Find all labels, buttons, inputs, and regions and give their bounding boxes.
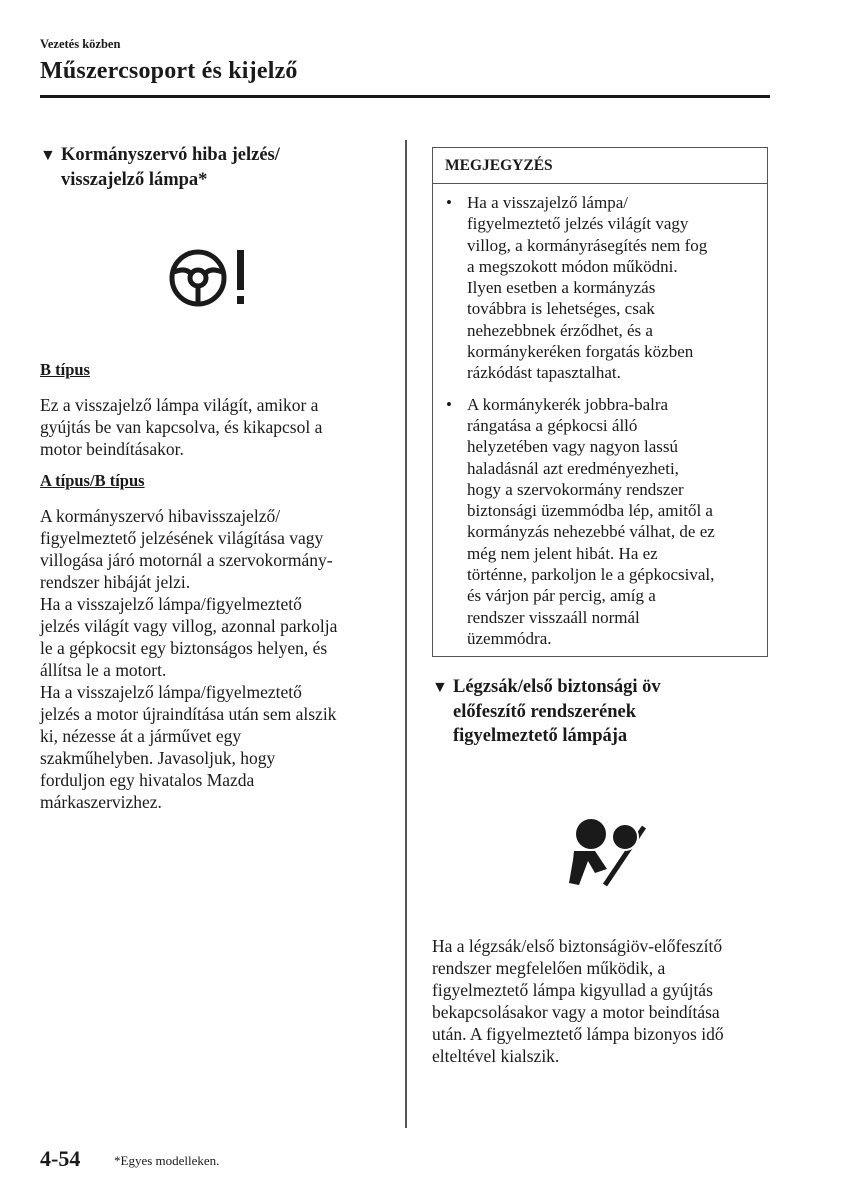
bullet-icon: • [446,394,452,414]
note-item [433,394,767,650]
subhead-b-type: B típus [40,360,90,379]
text-line: rendszer hibáját jelzi. [40,572,191,592]
text-line: ki, nézesse át a járművet egy [40,726,242,746]
text-line: márkaszervizhez. [40,792,162,812]
text-line: Ha a visszajelző lámpa/figyelmeztető [40,682,302,702]
text-line: helyzetében vagy nagyon lassú [467,437,679,457]
text-line: gyújtás be van kapcsolva, és kikapcsol a [40,417,323,437]
heading-line: figyelmeztető lámpája [453,726,628,746]
text-line: rángatása a gépkocsi álló [467,415,638,435]
page-title: Műszercsoport és kijelző [40,58,298,84]
bullet-icon: • [446,193,452,212]
title-rule [40,95,770,98]
text-line: Ha a visszajelző lámpa/ [467,193,628,212]
text-line: rendszer megfelelően működik, a [432,958,666,978]
text-line: szakműhelyben. Javasoljuk, hogy [40,748,276,768]
text-line: és várjon pár percig, amíg a [467,586,656,606]
heading-line: előfeszítő rendszerének [453,702,637,722]
column-divider [405,140,407,1128]
text-line: figyelmeztető jelzés világít vagy [467,214,689,234]
text-line: motor beindításakor. [40,439,184,459]
section-label: Vezetés közben [40,37,121,51]
text-line: hogy a szervokormány rendszer [467,479,684,499]
note-item [433,192,767,384]
text-line: villog, a kormányrásegítés nem fog [467,235,708,255]
text-line: kormánykeréken forgatás közben [467,342,694,362]
text-line: Ilyen esetben a kormányzás [467,278,656,298]
heading-line: visszajelző lámpa* [61,170,208,190]
text-line: nehezebbnek érződhet, és a [467,320,653,340]
heading-triangle-icon: ▼ [432,679,448,696]
text-line: kormányzás nehezebbé válhat, de ez [467,522,715,542]
airbag-text [432,935,724,1067]
airbag-warning-heading [432,675,661,748]
text-line: jelzés a motor újraindítása után sem alszik [40,704,337,724]
steering-wheel-warning-icon [166,245,252,309]
page-number: 4-54 [40,1146,81,1171]
text-b-type [40,394,322,460]
note-box [432,147,768,657]
text-line: Ha a visszajelző lámpa/figyelmeztető [40,594,302,614]
text-ab-type [40,505,337,813]
text-line: le a gépkocsit egy biztonságos helyen, és [40,638,328,658]
airbag-warning-icon [565,815,649,887]
text-line: figyelmeztető jelzésének világítása vagy [40,528,324,548]
text-line: figyelmeztető lámpa kigyullad a gyújtás [432,980,713,1000]
text-line: bekapcsolásakor vagy a motor beindítása [432,1002,720,1022]
heading-line: Légzsák/első biztonsági öv [453,677,661,697]
text-line: rendszer visszaáll normál [467,607,640,627]
text-line: biztonsági üzemmódba lép, amitől a [467,501,713,521]
text-line: után. A figyelmeztető lámpa bizonyos idő [432,1024,724,1044]
text-line: történne, parkoljon le a gépkocsival, [467,565,715,585]
text-line: jelzés világít vagy villog, azonnal parkolja [40,616,338,636]
text-line: A kormánykerék jobbra-balra [467,394,669,414]
text-line: A kormányszervó hibavisszajelző/ [40,506,281,526]
heading-line: Kormányszervó hiba jelzés/ [61,145,280,165]
subhead-ab-type: A típus/B típus [40,471,145,490]
text-line: továbbra is lehetséges, csak [467,299,655,319]
heading-triangle-icon: ▼ [40,147,56,164]
text-line: Ha a légzsák/első biztonságiöv-előfeszítő [432,936,723,956]
footnote: *Egyes modelleken. [114,1153,220,1168]
text-line: üzemmódra. [467,628,552,648]
text-line: haladásnál azt eredményezheti, [467,458,679,478]
steering-warning-heading [40,143,280,192]
text-line: forduljon egy hivatalos Mazda [40,770,255,790]
note-list [433,184,767,649]
note-title: MEGJEGYZÉS [433,148,767,184]
text-line: Ez a visszajelző lámpa világít, amikor a [40,395,319,415]
text-line: még nem jelent hibát. Ha ez [467,543,658,563]
text-line: rázkódást tapasztalhat. [467,363,621,383]
text-line: a megszokott módon működni. [467,256,678,276]
text-line: állítsa le a motort. [40,660,167,680]
text-line: elteltével kialszik. [432,1046,560,1066]
text-line: villogása járó motornál a szervokormány- [40,550,333,570]
